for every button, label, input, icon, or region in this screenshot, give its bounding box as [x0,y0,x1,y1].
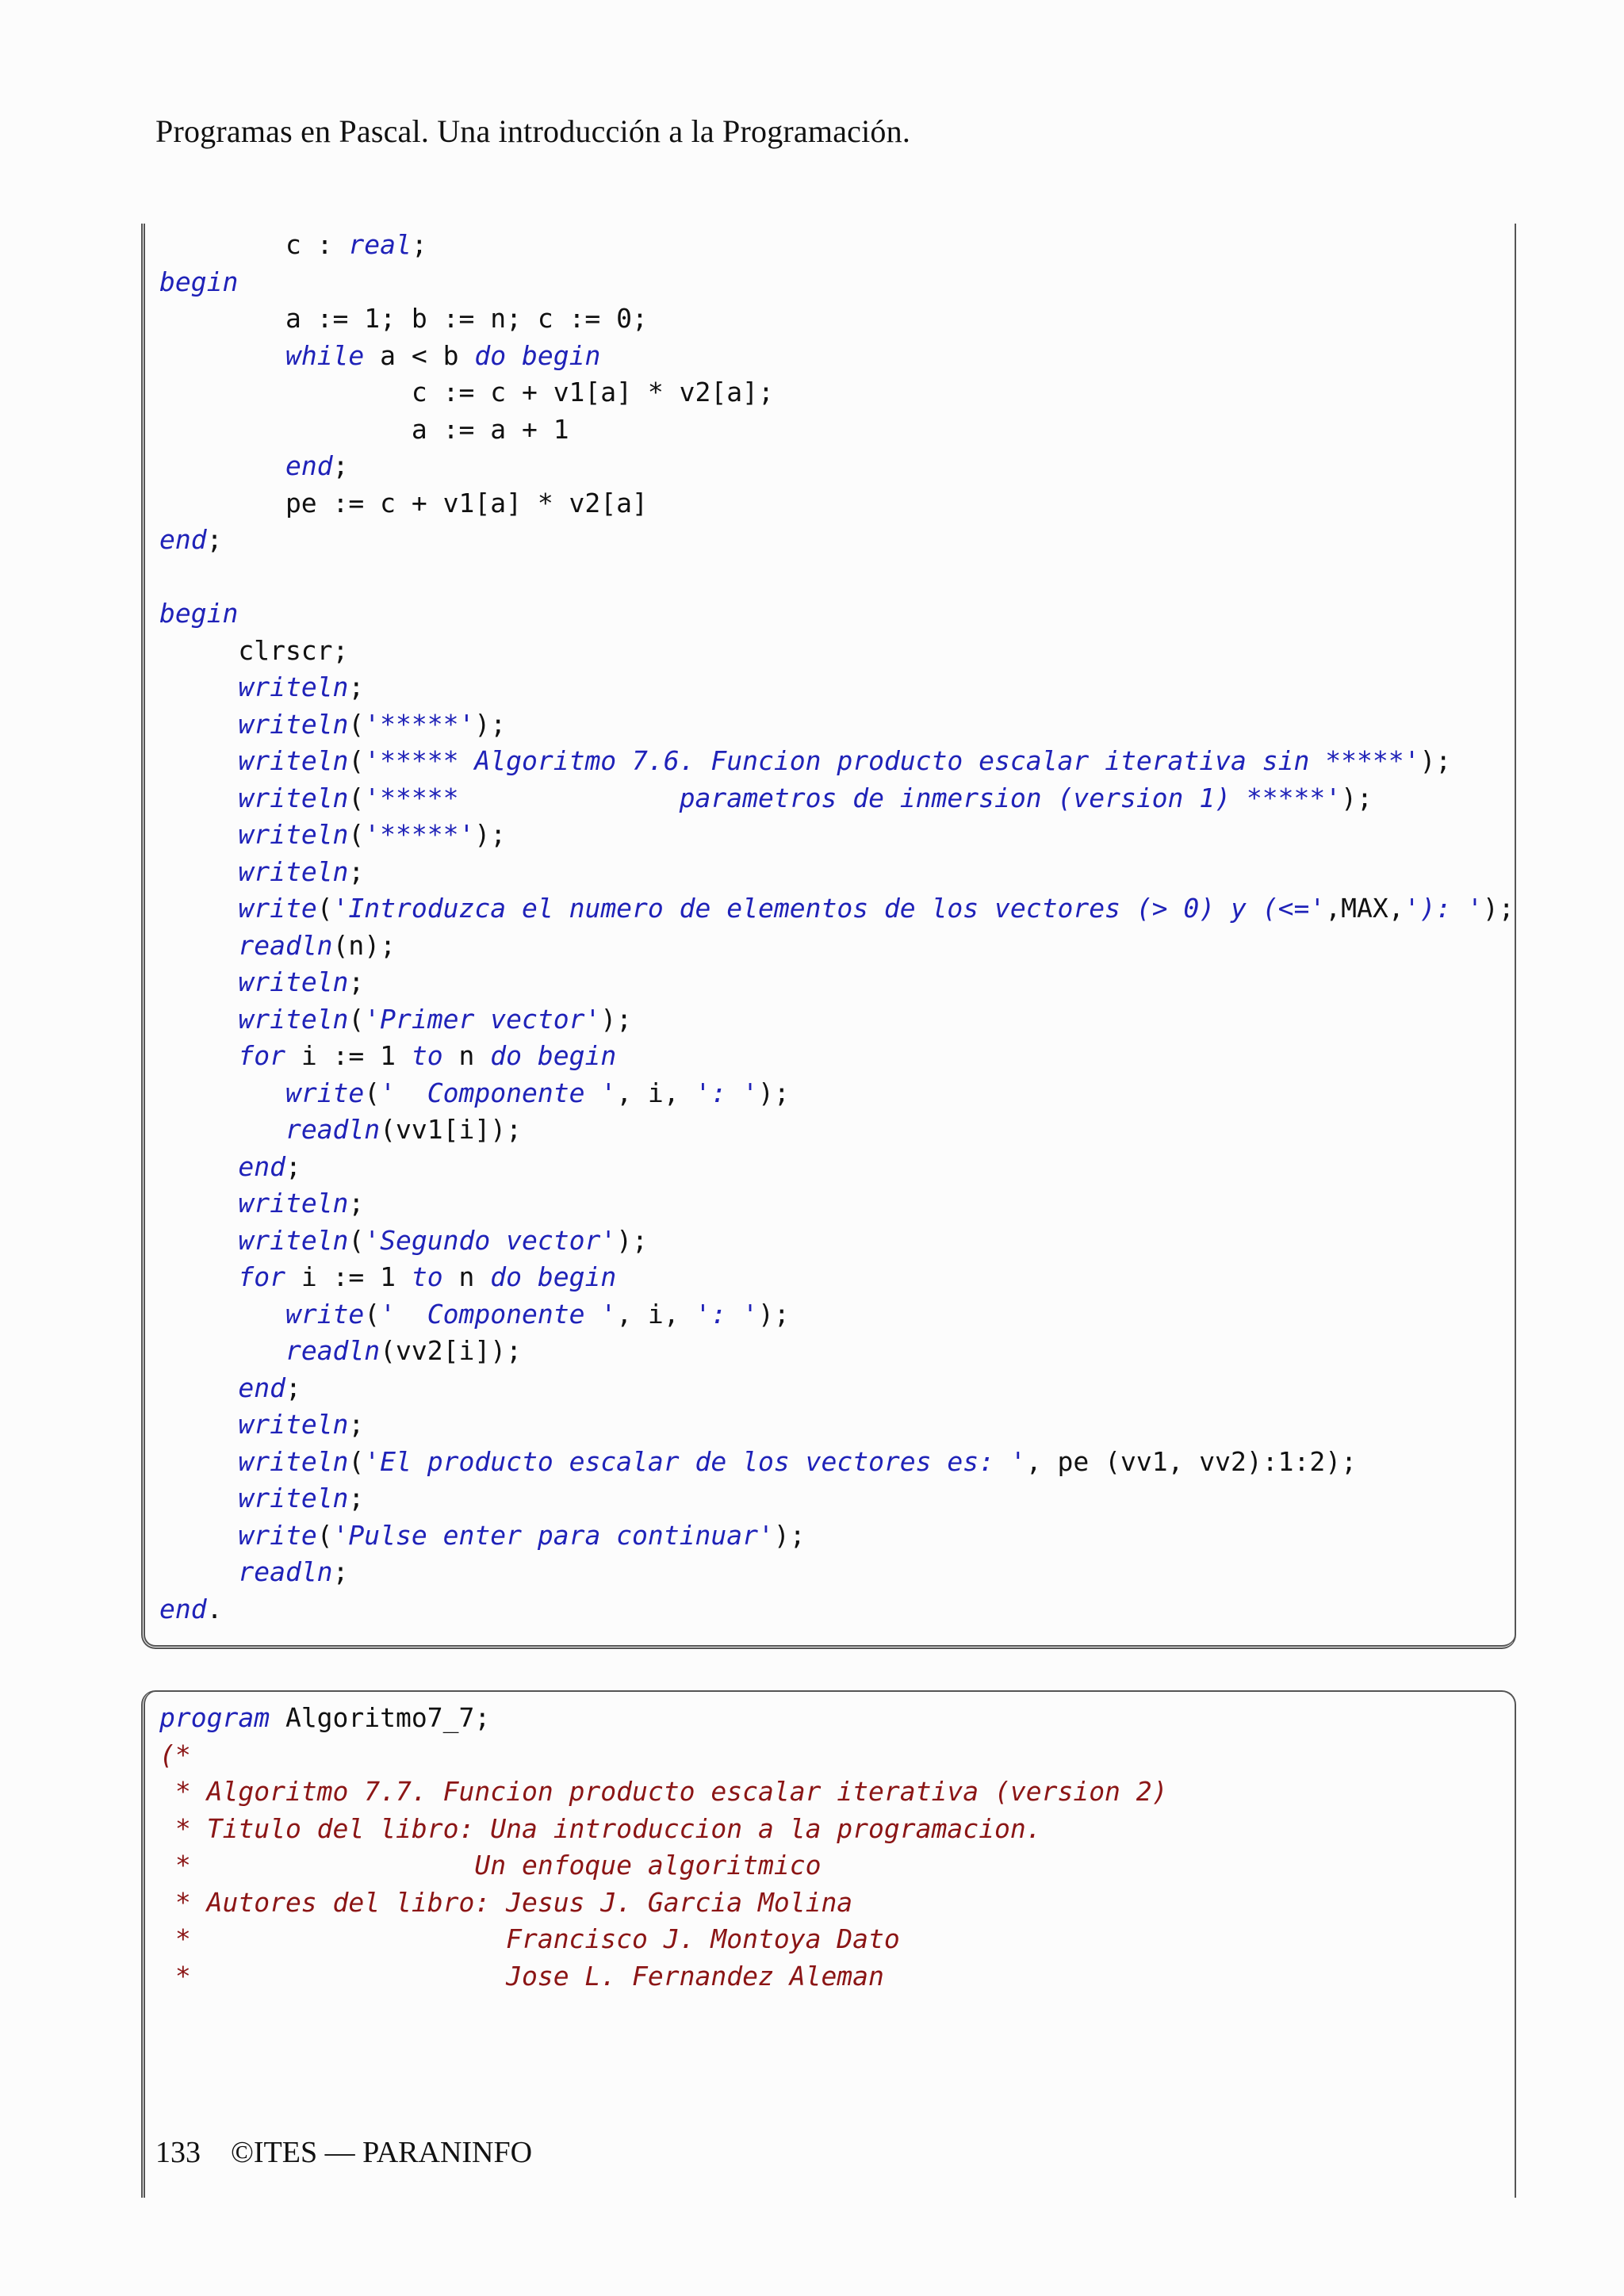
code-token [159,450,285,481]
code-line [159,338,1515,375]
code-token: ); [758,1077,790,1108]
code-token [159,340,285,371]
code-token: ; [348,1483,365,1513]
code-keyword: for [238,1261,285,1292]
code-token: ; [285,1150,301,1182]
code-line [159,1554,1515,1591]
code-token [159,1520,238,1551]
code-line [159,1517,1515,1555]
code-token: ); [1341,782,1373,813]
code-line [159,1921,1168,1958]
code-string: '***** Algoritmo 7.6. Funcion producto escalar iterativa sin *****' [364,745,1420,776]
code-line [159,1591,1515,1628]
code-token [159,1188,238,1219]
code-string: 'El producto escalar de los vectores es: ' [364,1445,1026,1477]
code-string: '*****' [364,708,475,740]
code-token: ); [773,1519,806,1551]
code-line [159,854,1515,891]
code-token: a < b [364,339,475,371]
code-line [159,1038,1515,1075]
code-keyword: writeln [238,1188,349,1219]
code-keyword: writeln [238,672,349,702]
code-keyword: while [285,339,365,371]
code-line [159,1223,1515,1260]
code-listing-continued [141,224,1516,1649]
code-token: (vv2[i]); [380,1335,522,1366]
code-token: ( [348,1224,365,1256]
code-token [159,966,238,997]
code-token [159,930,238,961]
code-line [159,743,1515,780]
code-token [159,672,238,702]
code-keyword: writeln [238,1445,349,1477]
code-keyword: write [285,1077,365,1108]
code-string: '): ' [1404,893,1483,924]
code-line [159,1958,1168,1996]
code-token [159,1040,238,1071]
code-line [159,706,1515,744]
code-token [159,1151,238,1182]
code-string: ' Componente ' [380,1077,617,1108]
code-line [159,928,1515,965]
code-keyword: writeln [238,1409,349,1440]
code-token [159,1556,238,1587]
code-token [159,1483,238,1513]
code-keyword: readln [285,1335,381,1366]
code-keyword: write [285,1298,365,1330]
code-token [159,856,238,887]
code-keyword: writeln [238,1483,349,1513]
code-token: ; [332,450,349,481]
code-line [159,964,1515,1001]
code-token [159,1372,238,1403]
code-token: ( [316,1519,333,1551]
code-keyword: do begin [490,1261,617,1292]
code-token: (n); [332,929,396,961]
code-string: 'Segundo vector' [364,1224,617,1256]
code-keyword: writeln [238,855,349,887]
code-keyword: end [159,524,207,555]
code-line [159,227,1515,264]
code-keyword: to [411,1040,443,1071]
code-token: ); [616,1224,648,1256]
code-token: ; [348,672,365,702]
code-keyword: readln [238,1556,333,1587]
code-token: ( [348,819,365,850]
code-keyword: readln [285,1114,381,1145]
code-line [159,1333,1515,1370]
code-line [159,1185,1515,1223]
code-line [159,485,1515,522]
code-token: ; [348,966,365,997]
code-token: ); [474,819,507,850]
code-token: ; [411,229,427,260]
code-string: ': ' [695,1298,759,1330]
code-token: ; [285,1372,301,1403]
code-keyword: end [238,1372,285,1403]
code-string: '***** parametros de inmersion (version 1) *****' [364,782,1342,813]
copyright-notice: ©ITES — PARANINFO [231,2136,533,2169]
code-listing-algoritmo7-7 [141,1690,1516,2198]
code-line [159,780,1515,817]
code-token [159,1299,285,1330]
code-token [159,709,238,740]
code-text [159,227,1515,1628]
code-token: ( [348,1003,365,1035]
code-keyword: do begin [474,339,601,371]
code-token: (vv1[i]); [380,1114,522,1145]
code-keyword: writeln [238,966,349,997]
code-token: a := 1; b := n; c := 0; [159,303,648,334]
code-token: i := 1 [285,1040,412,1071]
code-text [159,1700,1168,1995]
code-token: c := c + v1[a] * v2[a]; [159,377,774,408]
code-token: ( [348,782,365,813]
code-token: , pe (vv1, vv2):1:2); [1025,1445,1357,1477]
code-string: 'Primer vector' [364,1003,601,1035]
code-token: i := 1 [285,1261,412,1292]
code-comment: * Algoritmo 7.7. Funcion producto escalar iterativa (version 2) [159,1776,1168,1807]
code-line [159,1700,1168,1737]
code-token [159,893,238,924]
code-keyword: writeln [238,782,349,813]
code-keyword: write [238,1519,317,1551]
code-token: pe := c + v1[a] * v2[a] [159,487,648,519]
code-token: ; [206,524,223,555]
code-token: ( [364,1298,381,1330]
code-line [159,633,1515,670]
code-string: 'Introduzca el numero de elementos de los vectores (> 0) y (<=' [332,893,1326,924]
code-line [159,1480,1515,1517]
code-keyword: writeln [238,745,349,776]
code-token: ); [600,1003,633,1035]
page-footer [155,2135,532,2170]
code-keyword: writeln [238,1224,349,1256]
code-comment: * Jose L. Fernandez Aleman [159,1960,884,1992]
code-keyword: begin [159,598,239,629]
code-line [159,522,1515,559]
code-token [159,819,238,850]
code-line [159,1149,1515,1186]
code-line [159,411,1515,449]
code-token [159,745,238,776]
code-line [159,1075,1515,1112]
code-keyword: do begin [490,1040,617,1071]
code-token [159,1409,238,1440]
code-token: ( [316,893,333,924]
code-keyword: to [411,1261,443,1292]
code-keyword: program [159,1702,270,1733]
code-token [159,1077,285,1108]
code-comment: * Un enfoque algoritmico [159,1850,822,1881]
code-line [159,1296,1515,1334]
code-keyword: for [238,1040,285,1071]
code-comment: * Francisco J. Montoya Dato [159,1923,900,1954]
code-token [159,1004,238,1035]
code-token: ( [348,745,365,776]
code-keyword: writeln [238,708,349,740]
code-token: ; [348,1409,365,1440]
code-line [159,264,1515,301]
code-token [159,1335,285,1366]
code-token: n [442,1040,491,1071]
code-token [159,1261,238,1292]
code-line [159,1259,1515,1296]
code-comment: * Autores del libro: Jesus J. Garcia Molina [159,1886,853,1918]
code-string: ': ' [695,1077,759,1108]
code-token: ; [348,855,365,887]
code-line [159,1444,1515,1481]
code-token [159,1225,238,1256]
code-keyword: end [285,450,333,481]
code-line [159,1885,1168,1922]
code-line [159,1112,1515,1149]
code-line [159,300,1515,338]
code-token: c : [159,229,349,260]
code-token: ,MAX, [1325,893,1404,924]
code-keyword: write [238,893,317,924]
code-keyword: real [348,229,412,260]
code-line [159,1406,1515,1444]
code-token: . [206,1593,223,1624]
code-token: a := a + 1 [159,413,569,445]
code-token: clrscr; [159,634,349,666]
code-line [159,890,1515,928]
code-token [159,1446,238,1477]
code-token: Algoritmo7_7; [270,1702,491,1733]
page-header: Programas en Pascal. Una introducción a la Programación. [155,113,911,149]
code-line [159,1370,1515,1407]
code-line [159,559,1515,596]
code-token [159,783,238,813]
code-token: ( [348,708,365,740]
code-line [159,1847,1168,1885]
code-token: ); [1419,745,1452,776]
code-line [159,669,1515,706]
code-keyword: end [238,1150,285,1182]
code-keyword: writeln [238,819,349,850]
code-comment: * Titulo del libro: Una introduccion a la programacion. [159,1812,1042,1844]
code-token: ); [474,708,507,740]
code-line [159,374,1515,411]
code-comment: (* [159,1739,191,1770]
page-number: 133 [155,2136,201,2169]
code-string: ' Componente ' [380,1298,617,1330]
code-line [159,595,1515,633]
code-keyword: readln [238,929,333,961]
code-keyword: writeln [238,1003,349,1035]
code-string: '*****' [364,819,475,850]
code-token: ; [348,1188,365,1219]
code-token: , i, [616,1077,695,1108]
code-line [159,1774,1168,1811]
code-token: ; [332,1556,349,1587]
code-line [159,1811,1168,1848]
code-token [159,1114,285,1145]
code-token: ( [364,1077,381,1108]
code-token: n [442,1261,491,1292]
code-line [159,817,1515,854]
code-line [159,1001,1515,1039]
code-string: 'Pulse enter para continuar' [332,1519,774,1551]
code-line [159,448,1515,485]
code-keyword: end [159,1593,207,1624]
code-token: ); [758,1298,790,1330]
code-token: , i, [616,1298,695,1330]
code-keyword: begin [159,266,239,297]
code-line [159,1737,1168,1774]
code-token: ( [348,1445,365,1477]
code-token: ); [1482,893,1515,924]
